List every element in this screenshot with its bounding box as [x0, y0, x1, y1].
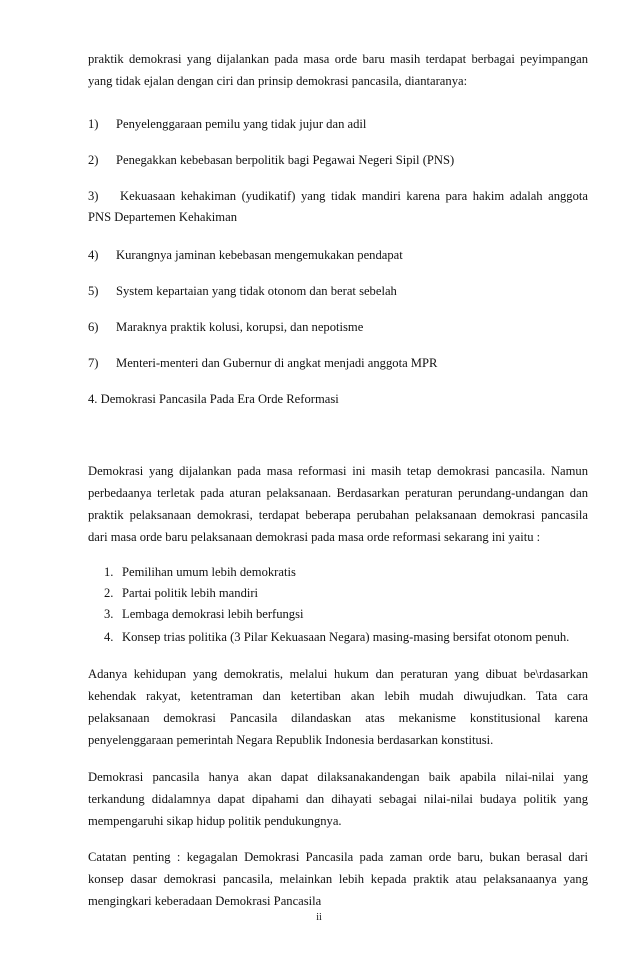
list-text: Partai politik lebih mandiri	[122, 586, 259, 600]
list-number: 4)	[88, 248, 99, 262]
text-line: kehendak rakyat, ketentraman dan ketertiban akan lebih mudah diwujudkan. Tata cara	[88, 689, 588, 703]
list-number: 4.	[104, 630, 114, 644]
text-line: Demokrasi pancasila hanya akan dapat dilaksanakandengan baik apabila nilai-nilai yang	[88, 770, 588, 784]
list-text: Pemilihan umum lebih demokratis	[122, 565, 296, 579]
text-line: dari masa orde baru pelaksanaan demokrasi pada masa orde reformasi sekarang ini yaitu :	[88, 530, 541, 544]
list-text: Penegakkan kebebasan berpolitik bagi Pegawai Negeri Sipil (PNS)	[116, 153, 455, 167]
paragraph-catatan	[88, 846, 588, 912]
list-text: Kurangnya jaminan kebebasan mengemukakan pendapat	[116, 248, 403, 262]
text-line: mengingkari keberadaan Demokrasi Pancasila	[88, 894, 322, 908]
list-number: 6)	[88, 320, 99, 334]
text-line: praktik demokrasi yang dijalankan pada masa orde baru masih terdapat berbagai peyimpangan	[88, 52, 588, 66]
text-line: pelaksanaan demokrasi Pancasila dilandaskan atas mekanisme konstitusional karena	[88, 711, 588, 725]
list-text: Penyelenggaraan pemilu yang tidak jujur dan adil	[116, 117, 367, 131]
page-number: ii	[316, 912, 322, 923]
intro-paragraph	[88, 48, 588, 92]
text-line: terkandung didalamnya dapat dipahami dan dihayati sebagai nilai-nilai budaya politik yang	[88, 792, 588, 806]
text-line: praktik pelaksanaan demokrasi, terdapat beberapa perubahan pelaksanaan demokrasi pancasila	[88, 508, 588, 522]
list-number: 3)	[88, 189, 99, 203]
text-line: konsep dasar demokrasi pancasila, melainkan lebih kepada praktik atau pelaksanaanya yang	[88, 872, 588, 886]
list-number: 1)	[88, 117, 99, 131]
paragraph-reformasi	[88, 460, 588, 548]
text-line: penyelenggaraan pemerintah Negara Republik Indonesia berdasarkan konstitusi.	[88, 733, 494, 747]
list-number: 2.	[104, 586, 114, 600]
paragraph-nilai	[88, 766, 588, 832]
list-text: Maraknya praktik kolusi, korupsi, dan nepotisme	[116, 320, 364, 334]
section-heading-text: 4. Demokrasi Pancasila Pada Era Orde Reformasi	[88, 392, 339, 406]
list-number: 5)	[88, 284, 99, 298]
list-text: Menteri-menteri dan Gubernur di angkat menjadi anggota MPR	[116, 356, 438, 370]
list-number: 2)	[88, 153, 99, 167]
text-line: Demokrasi yang dijalankan pada masa reformasi ini masih tetap demokrasi pancasila. Namun	[88, 464, 588, 478]
text-line: Adanya kehidupan yang demokratis, melalui hukum dan peraturan yang dibuat be\rdasarkan	[88, 667, 588, 681]
list-text: Kekuasaan kehakiman (yudikatif) yang tidak mandiri karena para hakim adalah anggota	[120, 189, 588, 203]
list-number: 3.	[104, 607, 114, 621]
list-number: 1.	[104, 565, 114, 579]
list-text: PNS Departemen Kehakiman	[88, 210, 237, 224]
text-line: mempengaruhi sikap hidup politik pendukungnya.	[88, 814, 342, 828]
list-text: Lembaga demokrasi lebih berfungsi	[122, 607, 304, 621]
text-line: perbedaanya terletak pada aturan pelaksanaan. Berdasarkan peraturan perundang-undangan dan	[88, 486, 588, 500]
list-text: System kepartaian yang tidak otonom dan berat sebelah	[116, 284, 397, 298]
text-line: yang tidak ejalan dengan ciri dan prinsip demokrasi pancasila, diantaranya:	[88, 74, 468, 88]
list-text: Konsep trias politika (3 Pilar Kekuasaan Negara) masing-masing bersifat otonom penuh.	[122, 630, 570, 644]
paragraph-kehidupan	[88, 663, 588, 751]
text-line: Catatan penting : kegagalan Demokrasi Pancasila pada zaman orde baru, bukan berasal dari	[88, 850, 588, 864]
list-number: 7)	[88, 356, 99, 370]
